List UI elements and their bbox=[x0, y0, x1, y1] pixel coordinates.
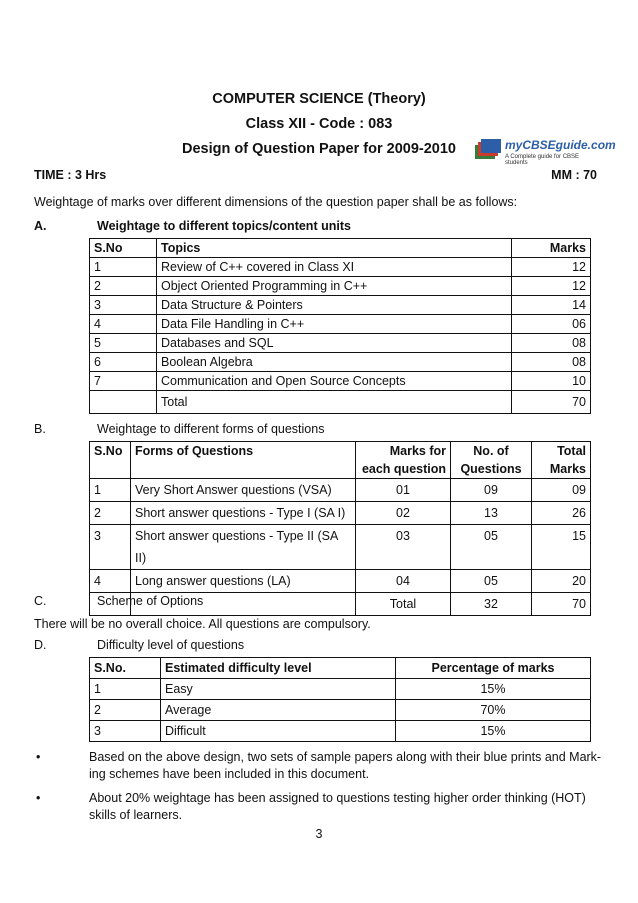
col-level: Estimated difficulty level bbox=[161, 658, 396, 679]
cell: Short answer questions - Type I (SA I) bbox=[131, 502, 356, 525]
col-forms: Forms of Questions bbox=[131, 442, 356, 479]
section-d-heading: Difficulty level of questions bbox=[97, 638, 245, 652]
section-a-letter: A. bbox=[34, 219, 47, 233]
cell: 12 bbox=[512, 277, 591, 296]
table-row bbox=[90, 570, 591, 593]
cell: 03 bbox=[356, 525, 451, 570]
table-header-row bbox=[90, 658, 591, 679]
cell: 02 bbox=[356, 502, 451, 525]
cell: 09 bbox=[451, 479, 532, 502]
col-marks-each bbox=[356, 442, 451, 479]
cell: 14 bbox=[512, 296, 591, 315]
cell: Short answer questions - Type II (SA II) bbox=[131, 525, 356, 570]
header-line: Marks for bbox=[389, 444, 446, 458]
cell: 4 bbox=[90, 315, 157, 334]
table-row bbox=[90, 334, 591, 353]
cell: 70 bbox=[512, 391, 591, 414]
section-c-letter: C. bbox=[34, 594, 47, 608]
table-row bbox=[90, 315, 591, 334]
bullet-1-line2: ing schemes have been included in this document. bbox=[89, 767, 370, 781]
max-marks-label: MM : 70 bbox=[551, 168, 597, 182]
cell: 05 bbox=[451, 570, 532, 593]
cell: 1 bbox=[90, 479, 131, 502]
section-b-heading: Weightage to different forms of questions bbox=[97, 422, 325, 436]
header-line: Marks bbox=[549, 462, 586, 476]
table-row bbox=[90, 700, 591, 721]
class-code: Class XII - Code : 083 bbox=[245, 116, 393, 132]
cell: 70% bbox=[396, 700, 591, 721]
cell: 15% bbox=[396, 679, 591, 700]
cell: 4 bbox=[90, 570, 131, 593]
cell: 2 bbox=[90, 700, 161, 721]
header-line: No. of bbox=[473, 444, 509, 458]
cell: 15 bbox=[532, 525, 591, 570]
header-line: Questions bbox=[460, 462, 522, 476]
cell: Average bbox=[161, 700, 396, 721]
cell: Databases and SQL bbox=[157, 334, 512, 353]
cell: 2 bbox=[90, 502, 131, 525]
cell: Difficult bbox=[161, 721, 396, 742]
cell: 1 bbox=[90, 679, 161, 700]
table-total-row bbox=[90, 391, 591, 414]
cell: Long answer questions (LA) bbox=[131, 570, 356, 593]
bullet-1-symbol: • bbox=[36, 750, 41, 764]
cell: Object Oriented Programming in C++ bbox=[157, 277, 512, 296]
forms-table bbox=[89, 441, 591, 616]
table-row bbox=[90, 353, 591, 372]
page-number: 3 bbox=[315, 827, 323, 841]
bullet-2-line2: skills of learners. bbox=[89, 808, 183, 822]
cell: 26 bbox=[532, 502, 591, 525]
logo-tagline: A Complete guide for CBSE students bbox=[505, 154, 580, 166]
cell: 3 bbox=[90, 296, 157, 315]
section-c-text: There will be no overall choice. All questions are compulsory. bbox=[34, 617, 371, 631]
cell: 15% bbox=[396, 721, 591, 742]
cell: 08 bbox=[512, 353, 591, 372]
cell: 04 bbox=[356, 570, 451, 593]
cell: 10 bbox=[512, 372, 591, 391]
col-sno: S.No bbox=[90, 239, 157, 258]
cell: Very Short Answer questions (VSA) bbox=[131, 479, 356, 502]
col-no-questions bbox=[451, 442, 532, 479]
table-header-row bbox=[90, 442, 591, 479]
cell: Total bbox=[356, 593, 451, 616]
topics-table bbox=[89, 238, 591, 414]
section-a-heading: Weightage to different topics/content units bbox=[97, 219, 351, 233]
cell: 06 bbox=[512, 315, 591, 334]
bullet-1-line1: Based on the above design, two sets of sample papers along with their blue prints and Mark- bbox=[89, 750, 602, 764]
cell: 2 bbox=[90, 277, 157, 296]
cell: Communication and Open Source Concepts bbox=[157, 372, 512, 391]
difficulty-table bbox=[89, 657, 591, 742]
cell: 70 bbox=[532, 593, 591, 616]
cell: 09 bbox=[532, 479, 591, 502]
cell: 01 bbox=[356, 479, 451, 502]
cell: 05 bbox=[451, 525, 532, 570]
cell: Boolean Algebra bbox=[157, 353, 512, 372]
col-total-marks bbox=[532, 442, 591, 479]
cell: Data Structure & Pointers bbox=[157, 296, 512, 315]
cell: Total bbox=[157, 391, 512, 414]
table-row bbox=[90, 372, 591, 391]
table-row bbox=[90, 277, 591, 296]
cell bbox=[90, 391, 157, 414]
section-b-letter: B. bbox=[34, 422, 46, 436]
cell: 1 bbox=[90, 258, 157, 277]
cell: 20 bbox=[532, 570, 591, 593]
table-row bbox=[90, 721, 591, 742]
page-title: COMPUTER SCIENCE (Theory) bbox=[212, 91, 426, 107]
col-sno: S.No bbox=[90, 442, 131, 479]
bullet-2-line1: About 20% weightage has been assigned to questions testing higher order thinking (HOT) bbox=[89, 791, 586, 805]
cell: 7 bbox=[90, 372, 157, 391]
cell: Data File Handling in C++ bbox=[157, 315, 512, 334]
logo-text: myCBSEguide.com bbox=[505, 138, 616, 152]
cell: 5 bbox=[90, 334, 157, 353]
section-c-heading: Scheme of Options bbox=[97, 594, 204, 608]
col-percentage: Percentage of marks bbox=[396, 658, 591, 679]
table-row bbox=[90, 479, 591, 502]
col-marks: Marks bbox=[512, 239, 591, 258]
cell: Easy bbox=[161, 679, 396, 700]
design-title: Design of Question Paper for 2009-2010 bbox=[182, 141, 456, 157]
col-topics: Topics bbox=[157, 239, 512, 258]
col-sno: S.No. bbox=[90, 658, 161, 679]
cell: 32 bbox=[451, 593, 532, 616]
cell: 6 bbox=[90, 353, 157, 372]
time-label: TIME : 3 Hrs bbox=[34, 168, 107, 182]
cell: 13 bbox=[451, 502, 532, 525]
header-line: each question bbox=[361, 462, 446, 476]
table-header-row bbox=[90, 239, 591, 258]
table-row bbox=[90, 525, 591, 570]
table-row bbox=[90, 679, 591, 700]
table-row bbox=[90, 296, 591, 315]
cell: 3 bbox=[90, 721, 161, 742]
cell: 08 bbox=[512, 334, 591, 353]
table-row bbox=[90, 258, 591, 277]
header-line: Total bbox=[557, 444, 586, 458]
section-d-letter: D. bbox=[34, 638, 47, 652]
table-row bbox=[90, 502, 591, 525]
cell: 3 bbox=[90, 525, 131, 570]
mycbseguide-logo bbox=[475, 137, 616, 167]
bullet-2-symbol: • bbox=[36, 791, 41, 805]
cell: 12 bbox=[512, 258, 591, 277]
intro-text: Weightage of marks over different dimensions of the question paper shall be as follows: bbox=[34, 195, 518, 209]
cell: Review of C++ covered in Class XI bbox=[157, 258, 512, 277]
